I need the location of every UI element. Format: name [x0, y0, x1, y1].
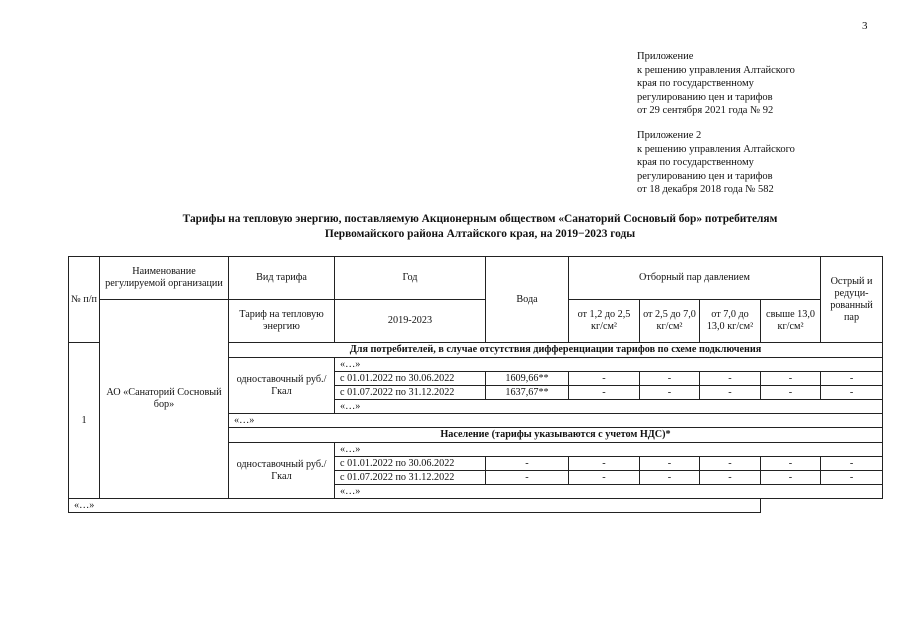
header-tariff-type: Вид тарифа — [229, 257, 335, 300]
dash-cell: - — [700, 372, 761, 386]
dash-cell: - — [569, 386, 640, 400]
appendix-line: края по государственному — [637, 78, 754, 89]
ellipsis-cell: «…» — [335, 443, 883, 457]
header-org: Наименование регулируемой организации — [100, 257, 229, 300]
dash-cell: - — [640, 471, 700, 485]
header-year: Год — [335, 257, 486, 300]
appendix-line: от 18 декабря 2018 года № 582 — [637, 184, 774, 195]
page-number: 3 — [862, 20, 868, 32]
appendix-line: края по государственному — [637, 157, 754, 168]
dash-cell: - — [569, 372, 640, 386]
dash-cell: - — [821, 457, 883, 471]
document-title — [100, 212, 860, 242]
dash-cell: - — [700, 457, 761, 471]
section-title-2: Население (тарифы указываются с учетом НДС)* — [229, 428, 883, 443]
steam-col-1: от 1,2 до 2,5 кг/см² — [569, 300, 640, 343]
steam-col-4: свыше 13,0 кг/см² — [761, 300, 821, 343]
water-value: 1609,66** — [486, 372, 569, 386]
ellipsis-cell: «…» — [335, 358, 883, 372]
water-value: - — [486, 471, 569, 485]
ellipsis-cell: «…» — [229, 414, 883, 428]
period-cell: с 01.07.2022 по 31.12.2022 — [335, 471, 486, 485]
ellipsis-cell: «…» — [335, 485, 883, 499]
header-row-2 — [69, 300, 883, 343]
tariff-label: Тариф на тепловую энергию — [229, 300, 335, 343]
dash-cell: - — [640, 386, 700, 400]
org-name: АО «Санаторий Сосновый бор» — [100, 300, 229, 499]
appendix-line: Приложение — [637, 51, 694, 62]
appendix-line: Приложение 2 — [637, 130, 702, 141]
appendix-note-2 — [637, 129, 795, 197]
title-line-2: Первомайского района Алтайского края, на 2019−2023 годы — [324, 228, 636, 240]
title-line-1: Тарифы на тепловую энергию, поставляемую Акционерным обществом «Санаторий Сосновый бор» потребителям — [182, 213, 778, 225]
row-number: 1 — [69, 343, 100, 499]
appendix-line: к решению управления Алтайского — [637, 64, 795, 76]
rate-label: одноставочный руб./Гкал — [229, 358, 335, 414]
water-value: 1637,67** — [486, 386, 569, 400]
ellipsis-cell: «…» — [69, 499, 761, 513]
steam-col-3: от 7,0 до 13,0 кг/см² — [700, 300, 761, 343]
dash-cell: - — [761, 457, 821, 471]
dash-cell: - — [640, 457, 700, 471]
header-num: № п/п — [69, 257, 100, 343]
rate-label: одноставочный руб./Гкал — [229, 443, 335, 499]
dash-cell: - — [761, 372, 821, 386]
table-row — [69, 499, 883, 513]
appendix-line: от 29 сентября 2021 года № 92 — [637, 105, 774, 116]
appendix-line: регулированию цен и тарифов — [637, 170, 773, 182]
dash-cell: - — [569, 457, 640, 471]
header-sharp-steam: Острый и редуци-рованный пар — [821, 257, 883, 343]
appendix-note-1 — [637, 50, 795, 118]
dash-cell: - — [761, 471, 821, 485]
header-water: Вода — [486, 257, 569, 343]
appendix-line: к решению управления Алтайского — [637, 143, 795, 155]
dash-cell: - — [821, 471, 883, 485]
water-value: - — [486, 457, 569, 471]
header-row — [69, 257, 883, 300]
header-steam: Отборный пар давлением — [569, 257, 821, 300]
appendix-line: регулированию цен и тарифов — [637, 91, 773, 103]
dash-cell: - — [700, 471, 761, 485]
dash-cell: - — [569, 471, 640, 485]
period-cell: с 01.01.2022 по 30.06.2022 — [335, 457, 486, 471]
section-title-1: Для потребителей, в случае отсутствия дифференциации тарифов по схеме подключения — [229, 343, 883, 358]
dash-cell: - — [761, 386, 821, 400]
dash-cell: - — [640, 372, 700, 386]
tariff-years: 2019-2023 — [335, 300, 486, 343]
steam-col-2: от 2,5 до 7,0 кг/см² — [640, 300, 700, 343]
ellipsis-cell: «…» — [335, 400, 883, 414]
dash-cell: - — [821, 386, 883, 400]
tariff-table — [68, 256, 883, 513]
dash-cell: - — [700, 386, 761, 400]
dash-cell: - — [821, 372, 883, 386]
period-cell: с 01.01.2022 по 30.06.2022 — [335, 372, 486, 386]
period-cell: с 01.07.2022 по 31.12.2022 — [335, 386, 486, 400]
